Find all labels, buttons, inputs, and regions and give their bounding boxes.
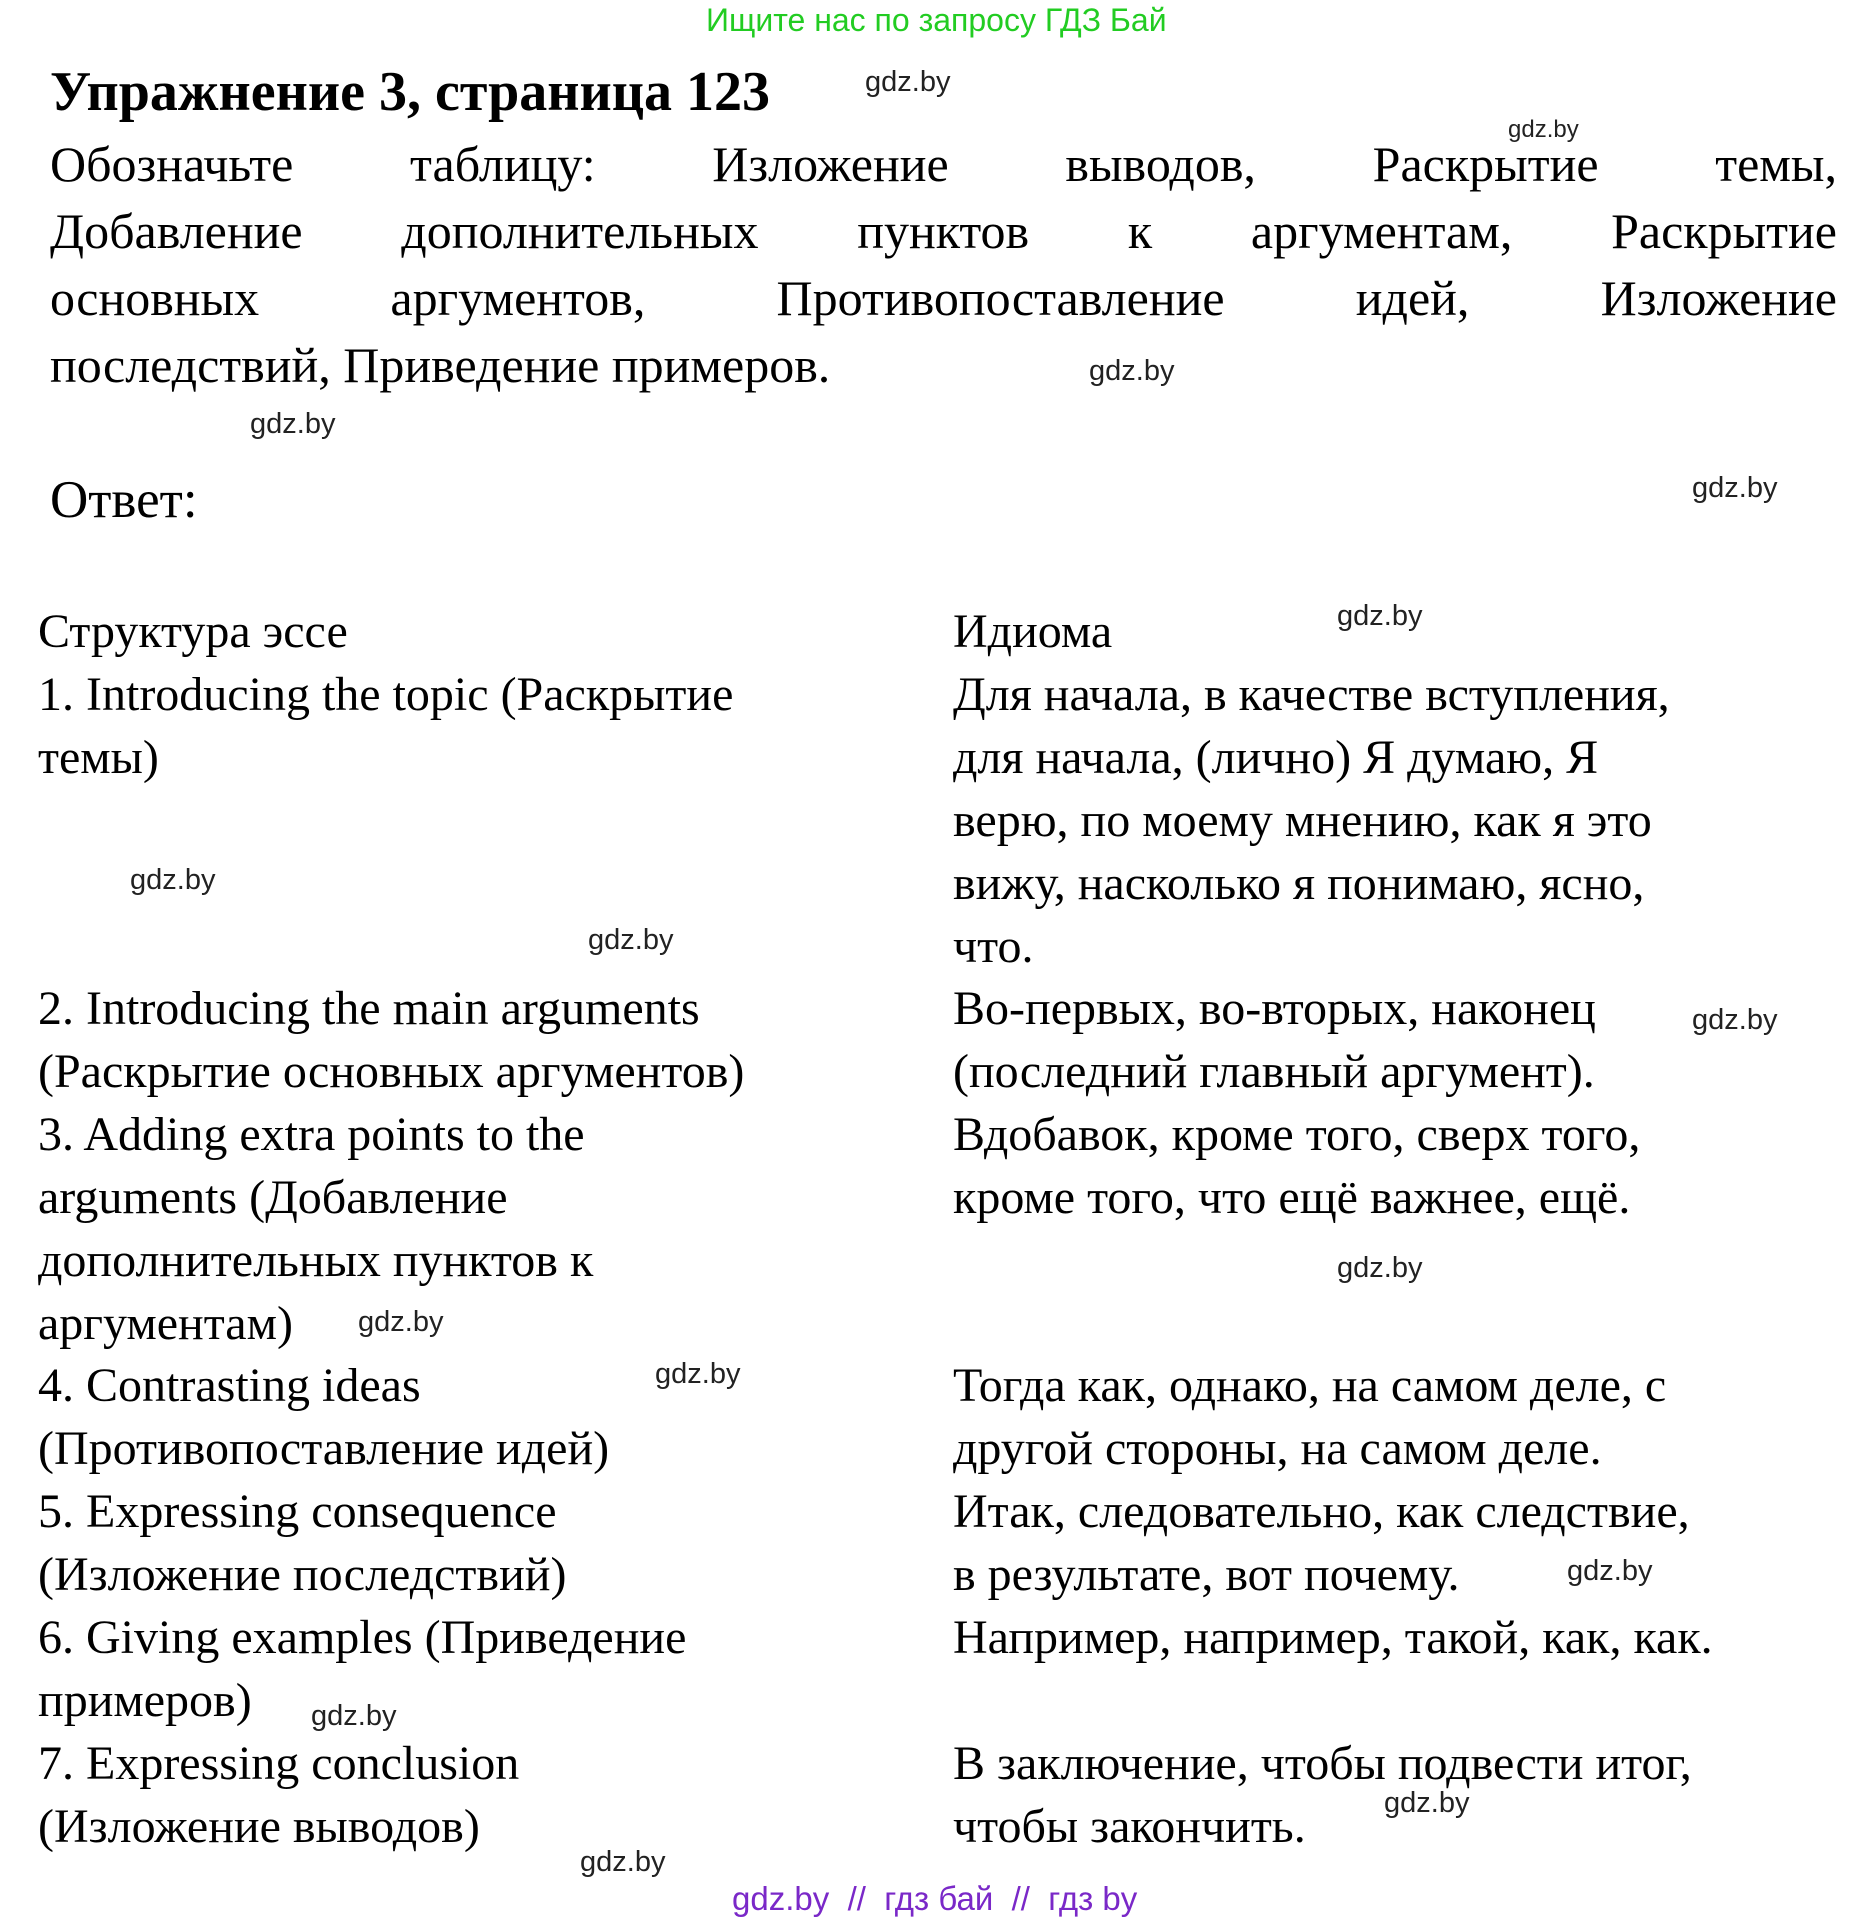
left-line: 7. Expressing conclusion xyxy=(38,1737,520,1790)
page-title: Упражнение 3, страница 123 xyxy=(50,61,771,123)
left-line: аргументам) xyxy=(38,1297,293,1350)
watermark: gdz.by xyxy=(1089,355,1175,387)
watermark: gdz.by xyxy=(1567,1555,1653,1587)
column-header: Идиома xyxy=(953,605,1113,658)
right-line: в результате, вот почему. xyxy=(953,1548,1460,1601)
watermark: gdz.by xyxy=(1692,1004,1778,1036)
task-line: последствий, Приведение примеров. xyxy=(50,337,831,393)
left-line: arguments (Добавление xyxy=(38,1171,508,1224)
right-line: чтобы закончить. xyxy=(953,1800,1306,1853)
watermark: gdz.by xyxy=(1692,472,1778,504)
watermark: gdz.by xyxy=(865,66,951,98)
left-line: 2. Introducing the main arguments xyxy=(38,982,700,1035)
answer-label: Ответ: xyxy=(50,471,198,529)
right-line: Например, например, такой, как, как. xyxy=(953,1611,1713,1664)
column-header: Структура эссе xyxy=(38,605,348,658)
left-line: дополнительных пунктов к xyxy=(38,1234,594,1287)
search-banner: Ищите нас по запросу ГДЗ Бай xyxy=(706,2,1167,38)
watermark: gdz.by xyxy=(1508,116,1579,143)
watermark: gdz.by xyxy=(1337,600,1423,632)
right-line: (последний главный аргумент). xyxy=(953,1045,1595,1098)
left-line: (Изложение выводов) xyxy=(38,1800,480,1853)
task-line: Добавление дополнительных пунктов к аргументам, Раскрытие xyxy=(50,203,1837,259)
right-line: Для начала, в качестве вступления, xyxy=(953,668,1670,721)
right-line: вижу, насколько я понимаю, ясно, xyxy=(953,857,1645,910)
watermark: gdz.by xyxy=(1384,1787,1470,1819)
right-line: кроме того, что ещё важнее, ещё. xyxy=(953,1171,1631,1224)
watermark: gdz.by xyxy=(130,864,216,896)
task-line: Обозначьте таблицу: Изложение выводов, Раскрытие темы, xyxy=(50,136,1837,192)
left-line: 3. Adding extra points to the xyxy=(38,1108,585,1161)
right-line: Вдобавок, кроме того, сверх того, xyxy=(953,1108,1641,1161)
watermark: gdz.by xyxy=(311,1700,397,1732)
watermark: gdz.by xyxy=(588,924,674,956)
left-line: (Раскрытие основных аргументов) xyxy=(38,1045,745,1098)
right-line: для начала, (лично) Я думаю, Я xyxy=(953,731,1599,784)
right-line: Итак, следовательно, как следствие, xyxy=(953,1485,1690,1538)
right-line: Тогда как, однако, на самом деле, с xyxy=(953,1359,1667,1412)
watermark: gdz.by xyxy=(250,408,336,440)
watermark: gdz.by xyxy=(655,1358,741,1390)
watermark: gdz.by xyxy=(358,1306,444,1338)
left-line: 4. Contrasting ideas xyxy=(38,1359,421,1412)
left-line: (Противопоставление идей) xyxy=(38,1422,610,1475)
watermark: gdz.by xyxy=(580,1846,666,1878)
left-line: 6. Giving examples (Приведение xyxy=(38,1611,687,1664)
watermark: gdz.by xyxy=(1337,1252,1423,1284)
left-line: (Изложение последствий) xyxy=(38,1548,567,1601)
left-line: 1. Introducing the topic (Раскрытие xyxy=(38,668,734,721)
left-line: темы) xyxy=(38,731,159,784)
right-line: что. xyxy=(953,920,1034,973)
right-line: другой стороны, на самом деле. xyxy=(953,1422,1602,1475)
right-line: Во-первых, во-вторых, наконец xyxy=(953,982,1596,1035)
right-line: верю, по моему мнению, как я это xyxy=(953,794,1652,847)
left-line: 5. Expressing consequence xyxy=(38,1485,557,1538)
task-line: основных аргументов, Противопоставление идей, Изложение xyxy=(50,270,1837,326)
left-line: примеров) xyxy=(38,1674,252,1727)
right-line: В заключение, чтобы подвести итог, xyxy=(953,1737,1692,1790)
footer-links: gdz.by // гдз бай // гдз by xyxy=(732,1880,1138,1917)
